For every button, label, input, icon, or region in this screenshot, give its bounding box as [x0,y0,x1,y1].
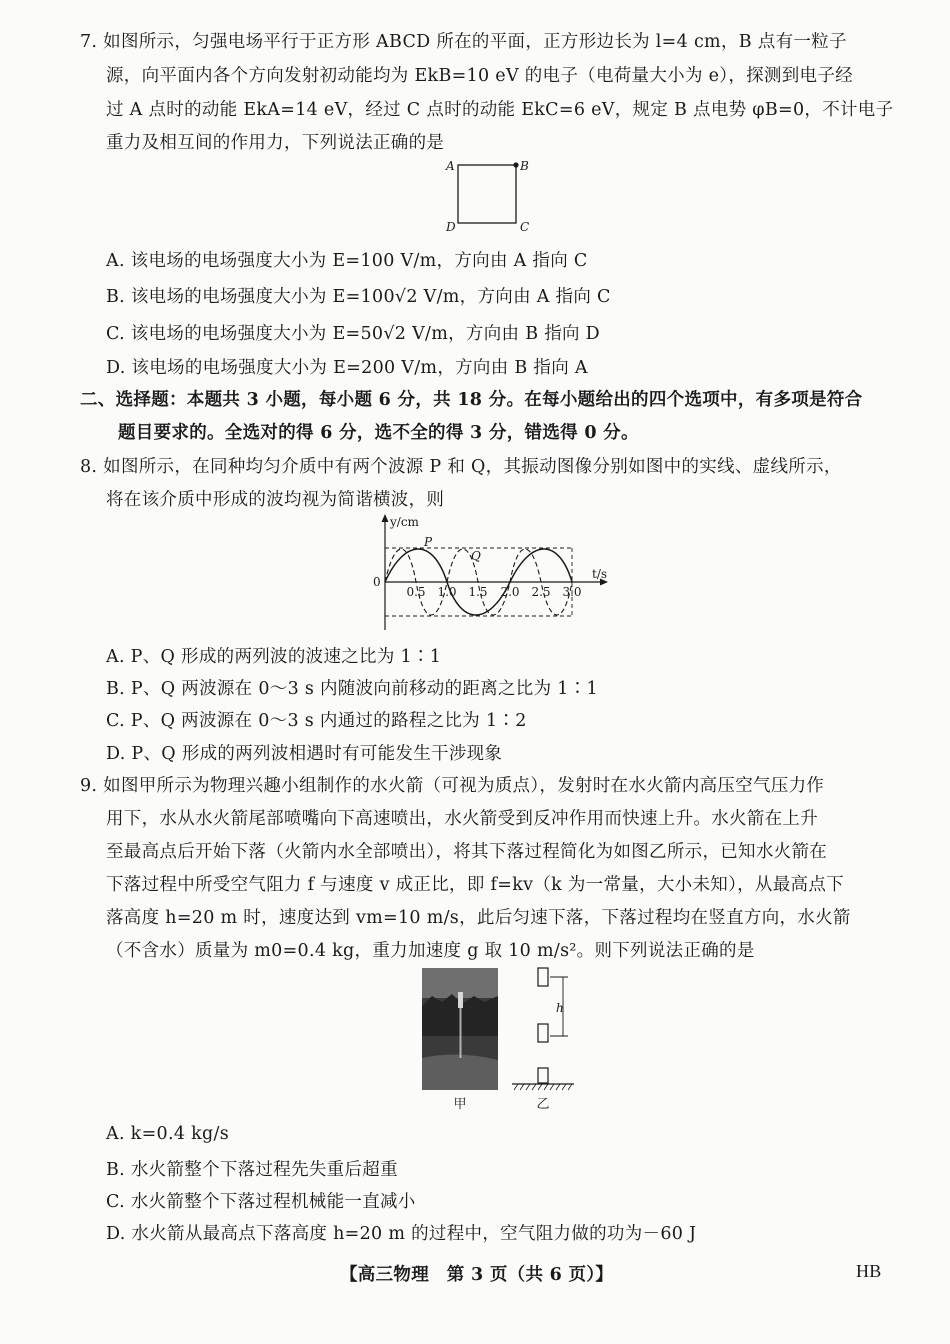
rocket-icon [458,992,463,1008]
q8-line-1: 8. 如图所示，在同种均匀介质中有两个波源 P 和 Q，其振动图像分别如图中的实线、虚线所示， [80,457,842,477]
tick-0-5: 0.5 [406,585,426,599]
label-p: P [424,535,433,549]
origin-label: 0 [373,575,381,589]
section2-line-2: 题目要求的。全选对的得 6 分，选不全的得 3 分，错选得 0 分。 [118,423,639,443]
rocket-bottom-icon [538,1068,548,1083]
q9-line-4: 下落过程中所受空气阻力 f 与速度 v 成正比，即 f=kv（k 为一常量，大小未知），从最高点下 [106,875,844,895]
q8-line-2: 将在该介质中形成的波均视为简谐横波，则 [106,490,445,510]
particle-source-dot [513,162,518,167]
q9-line-1: 9. 如图甲所示为物理兴趣小组制作的水火箭（可视为质点），发射时在水火箭内高压空气压力作 [80,776,825,796]
label-yi: 乙 [536,1097,550,1112]
y-axis-arrow [382,514,389,522]
label-h: h [556,1001,564,1015]
label-jia: 甲 [453,1097,467,1112]
q7-line-4: 重力及相互间的作用力，下列说法正确的是 [106,133,445,153]
ground-hatch [514,1084,572,1090]
q9-line-5: 落高度 h=20 m 时，速度达到 vm=10 m/s，此后匀速下落，下落过程均在竖直方向，水火箭 [106,908,851,928]
label-d: D [446,220,456,234]
label-q: Q [471,549,481,563]
q9-option-a: A. k=0.4 kg/s [106,1124,230,1144]
q7-option-c: C. 该电场的电场强度大小为 E=50√2 V/m，方向由 B 指向 D [106,324,601,344]
x-axis-label: t/s [592,567,608,581]
q9-line-2: 用下，水从水火箭尾部喷嘴向下高速喷出，水火箭受到反冲作用而快速上升。水火箭在上升 [106,809,818,829]
q9-option-b: B. 水火箭整个下落过程先失重后超重 [106,1160,398,1180]
square-abcd-figure [440,155,540,235]
tick-3-0: 3.0 [562,585,582,599]
figure-yi-schematic [508,966,578,1114]
q9-option-c: C. 水火箭整个下落过程机械能一直减小 [106,1192,416,1212]
q9-option-d: D. 水火箭从最高点下落高度 h=20 m 的过程中，空气阻力做的功为－60 J [106,1224,697,1244]
square-abcd [458,165,516,223]
rocket-middle-icon [538,1024,548,1042]
q8-option-b: B. P、Q 两波源在 0～3 s 内随波向前移动的距离之比为 1∶1 [106,679,598,699]
q7-line-2: 源，向平面内各个方向发射初动能均为 EkB=10 eV 的电子（电荷量大小为 e），探测到电子经 [106,66,853,86]
photo-ground [422,1054,498,1090]
tick-1-0: 1.0 [437,585,457,599]
vibration-graph [360,512,615,634]
q8-option-a: A. P、Q 形成的两列波的波速之比为 1∶1 [106,647,442,667]
tick-2-5: 2.5 [531,585,551,599]
page-footer: 【高三物理 第 3 页（共 6 页）】 [340,1265,614,1285]
q7-option-a: A. 该电场的电场强度大小为 E=100 V/m，方向由 A 指向 C [106,251,588,271]
tick-2-0: 2.0 [500,585,520,599]
q8-option-c: C. P、Q 两波源在 0～3 s 内通过的路程之比为 1∶2 [106,711,527,731]
q8-option-d: D. P、Q 形成的两列波相遇时有可能发生干涉现象 [106,744,503,764]
label-a: A [446,159,455,173]
q9-line-3: 至最高点后开始下落（火箭内水全部喷出），将其下落过程简化为如图乙所示，已知水火箭在 [106,842,828,862]
tick-1-5: 1.5 [468,585,488,599]
y-axis-label: y/cm [390,515,419,529]
label-b: B [520,159,529,173]
footer-code: HB [856,1261,882,1281]
q9-line-6: （不含水）质量为 m0=0.4 kg，重力加速度 g 取 10 m/s²。则下列说法正确的是 [106,941,755,961]
section2-line-1: 二、选择题：本题共 3 小题，每小题 6 分，共 18 分。在每小题给出的四个选项中，有多项是符合 [80,390,863,410]
figure-jia-photo [418,966,502,1114]
q7-line-3: 过 A 点时的动能 EkA=14 eV，经过 C 点时的动能 EkC=6 eV，规定 B 点电势 φB=0，不计电子 [106,100,894,120]
q7-option-b: B. 该电场的电场强度大小为 E=100√2 V/m，方向由 A 指向 C [106,287,611,307]
rocket-top-icon [538,968,548,986]
q7-line-1: 7. 如图所示，匀强电场平行于正方形 ABCD 所在的平面，正方形边长为 l=4 cm，B 点有一粒子 [80,32,847,52]
q7-option-d: D. 该电场的电场强度大小为 E=200 V/m，方向由 B 指向 A [106,358,588,378]
label-c: C [520,220,530,234]
